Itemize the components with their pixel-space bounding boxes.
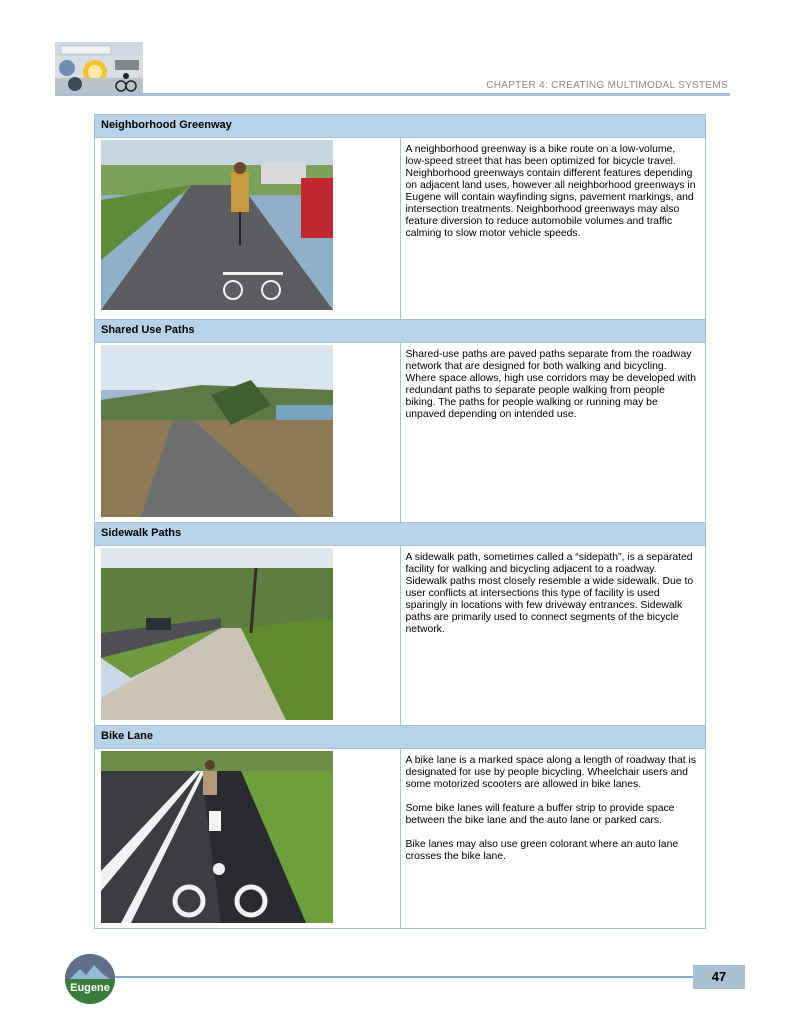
description-cell	[400, 343, 706, 523]
logo-text: Eugene	[70, 982, 110, 994]
footer-rule	[110, 976, 720, 978]
photo-cell	[95, 749, 401, 929]
section-header-row	[95, 523, 706, 546]
section-title: Neighborhood Greenway	[95, 115, 706, 138]
section-title: Shared Use Paths	[95, 320, 706, 343]
photo-cell	[95, 343, 401, 523]
description-cell	[400, 546, 706, 726]
facility-types-table	[94, 114, 706, 929]
description-text: A bike lane is a marked space along a length of roadway that is designated for use by people bicycling. Wheelchair users and some motorized scooters are allowed in bike lanes.	[405, 755, 697, 790]
description-text: Some bike lanes will feature a buffer strip to provide space between the bike lane and the auto lane or parked cars.	[405, 803, 675, 826]
description-cell	[400, 138, 706, 320]
neighborhood-greenway-photo	[101, 140, 333, 310]
photo-cell	[95, 546, 401, 726]
description-text: Bike lanes may also use green colorant where an auto lane crosses the bike lane.	[405, 839, 679, 862]
chapter-header-collage-icon	[55, 42, 143, 94]
section-title: Bike Lane	[95, 726, 706, 749]
shared-use-path-photo	[101, 345, 333, 517]
description-cell	[400, 749, 706, 929]
description-text: A sidewalk path, sometimes called a “sidepath”, is a separated facility for walking and bicycling adjacent to a roadway. Sidewalk paths most closely resemble a wide sidewalk. Due to user conflicts at intersections this type of facility is used sparingly in locations with few driveway entrances. Sidewalk paths are primarily used to connect segments of the bicycle network.	[405, 552, 694, 635]
section-header-row	[95, 726, 706, 749]
photo-cell	[95, 138, 401, 320]
description-text: Shared-use paths are paved paths separate from the roadway network that are designed for both walking and bicycling. Where space allows, high use corridors may be developed with redundant paths to separate people walking from people biking. The paths for people walking or running may be unpaved depending on intended use.	[405, 349, 697, 420]
section-content-row	[95, 343, 706, 523]
eugene-logo-icon	[64, 953, 116, 1005]
sidewalk-path-photo	[101, 548, 333, 720]
page-number: 47	[693, 965, 745, 989]
section-title: Sidewalk Paths	[95, 523, 706, 546]
description-text: A neighborhood greenway is a bike route on a low-volume, low-speed street that has been optimized for bicycle travel. Neighborhood greenways contain different features depending on adjacent land uses, however all neighborhood greenways in Eugene will contain wayfinding signs, pavement markings, and intersection treatments. Neighborhood greenways may also feature diversion to reduce automobile volumes and traffic calming to slow motor vehicle speeds.	[405, 144, 696, 239]
section-content-row	[95, 749, 706, 929]
section-header-row	[95, 115, 706, 138]
section-content-row	[95, 546, 706, 726]
section-content-row	[95, 138, 706, 320]
section-header-row	[95, 320, 706, 343]
bike-lane-photo	[101, 751, 333, 923]
chapter-title: CHAPTER 4: CREATING MULTIMODAL SYSTEMS	[486, 80, 728, 91]
header-rule	[55, 93, 730, 96]
